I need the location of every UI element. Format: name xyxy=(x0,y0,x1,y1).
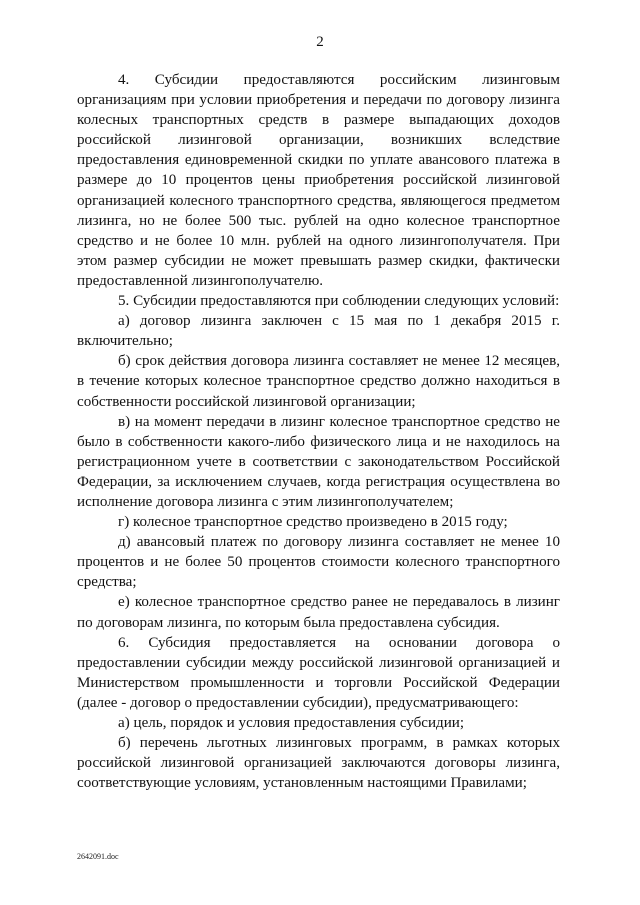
document-body xyxy=(77,70,560,793)
paragraph-6: 6. Субсидия предоставляется на основании договора о предоставлении субсидии между российской лизинговой организацией и Министерством промышленности и торговли Российской Федерации (далее - договор о предоставлении субсидии), предусматривающего: xyxy=(77,634,560,711)
paragraph-5c: в) на момент передачи в лизинг колесное транспортное средство не было в собственности какого-либо физического лица и не находилось на регистрационном учете в соответствии с законодательством Российской Федерации, за исключением случаев, когда регистрация осуществлена во исполнение договора лизинга с этим лизингополучателем; xyxy=(77,413,560,510)
paragraph-4: 4. Субсидии предоставляются российским лизинговым организациям при условии приобретения и передачи по договору лизинга колесных транспортных средств в размере выпадающих доходов российской лизинговой организации, возникших вследствие предоставления единовременной скидки по уплате авансового платежа в размере до 10 процентов цены приобретения российской лизинговой организацией колесного транспортного средства, являющегося предметом лизинга, но не более 500 тыс. рублей на одно колесное транспортное средство и не более 10 млн. рублей на одного лизингополучателя. При этом размер субсидии не может превышать размер скидки, фактически предоставленной лизингополучателю. xyxy=(77,72,560,289)
footer-file-name: 2642091.doc xyxy=(77,852,119,861)
page-number: 2 xyxy=(316,34,324,50)
paragraph-5e: д) авансовый платеж по договору лизинга составляет не менее 10 процентов и не более 50 процентов стоимости колесного транспортного средства; xyxy=(77,534,560,591)
paragraph-6b: б) перечень льготных лизинговых программ, в рамках которых российской лизинговой организацией заключаются договоры лизинга, соответствующие условиям, установленным настоящими Правилами; xyxy=(77,735,560,792)
paragraph-5f: е) колесное транспортное средство ранее не передавалось в лизинг по договорам лизинга, по которым была предоставлена субсидия. xyxy=(77,594,560,631)
paragraph-5d: г) колесное транспортное средство произведено в 2015 году; xyxy=(118,514,508,531)
paragraph-5: 5. Субсидии предоставляются при соблюдении следующих условий: xyxy=(118,293,560,310)
paragraph-5a: а) договор лизинга заключен с 15 мая по 1 декабря 2015 г. включительно; xyxy=(77,313,560,350)
paragraph-5b: б) срок действия договора лизинга составляет не менее 12 месяцев, в течение которых колесное транспортное средство должно находиться в собственности российской лизинговой организации; xyxy=(77,353,560,410)
paragraph-6a: а) цель, порядок и условия предоставления субсидии; xyxy=(118,715,465,731)
